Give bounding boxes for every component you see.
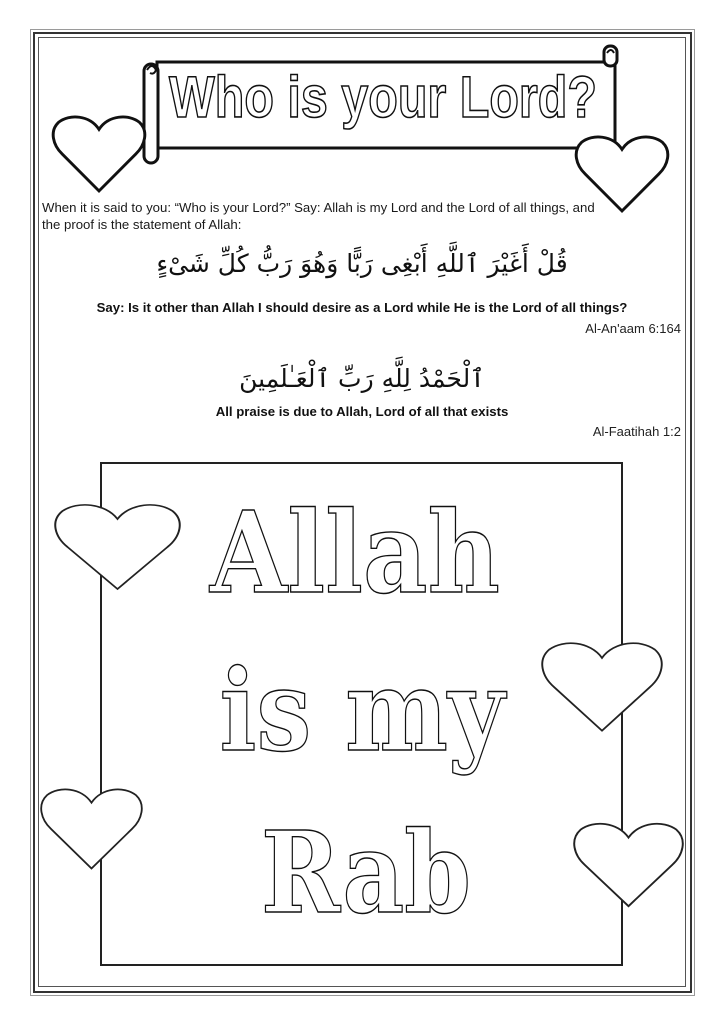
coloring-word-rab: Rab [261, 808, 471, 939]
verse2-reference: Al-Faatihah 1:2 [592, 424, 681, 439]
heart-box-right-middle [542, 643, 662, 730]
verse1-translation: Say: Is it other than Allah I should desire as a Lord while He is the Lord of all things? [96, 300, 628, 315]
intro-paragraph [42, 199, 682, 233]
verse2-arabic: ٱلْحَمْدُ لِلَّهِ رَبِّ ٱلْعَـٰلَمِينَ [239, 364, 485, 393]
heart-box-lower-right [574, 824, 683, 906]
intro-line-2: the proof is the statement of Allah: [42, 217, 242, 232]
intro-line-1: When it is said to you: “Who is your Lord?” Say: Allah is my Lord and the Lord of all things, and [42, 200, 595, 215]
heart-box-upper-left [55, 505, 179, 589]
verse1-arabic: قُلْ أَغَيْرَ ٱللَّهِ أَبْغِى رَبًّا وَهُوَ رَبُّ كُلِّ شَىْءٍ [156, 249, 568, 278]
verse2-translation: All praise is due to Allah, Lord of all that exists [215, 404, 509, 419]
verse1-reference: Al-An'aam 6:164 [585, 321, 681, 336]
heart-box-lower-left [41, 789, 142, 868]
coloring-word-is-my: is my [219, 646, 508, 777]
heart-top-left [53, 117, 145, 191]
coloring-word-allah: Allah [209, 488, 501, 619]
title: Who is your Lord? [169, 65, 597, 130]
